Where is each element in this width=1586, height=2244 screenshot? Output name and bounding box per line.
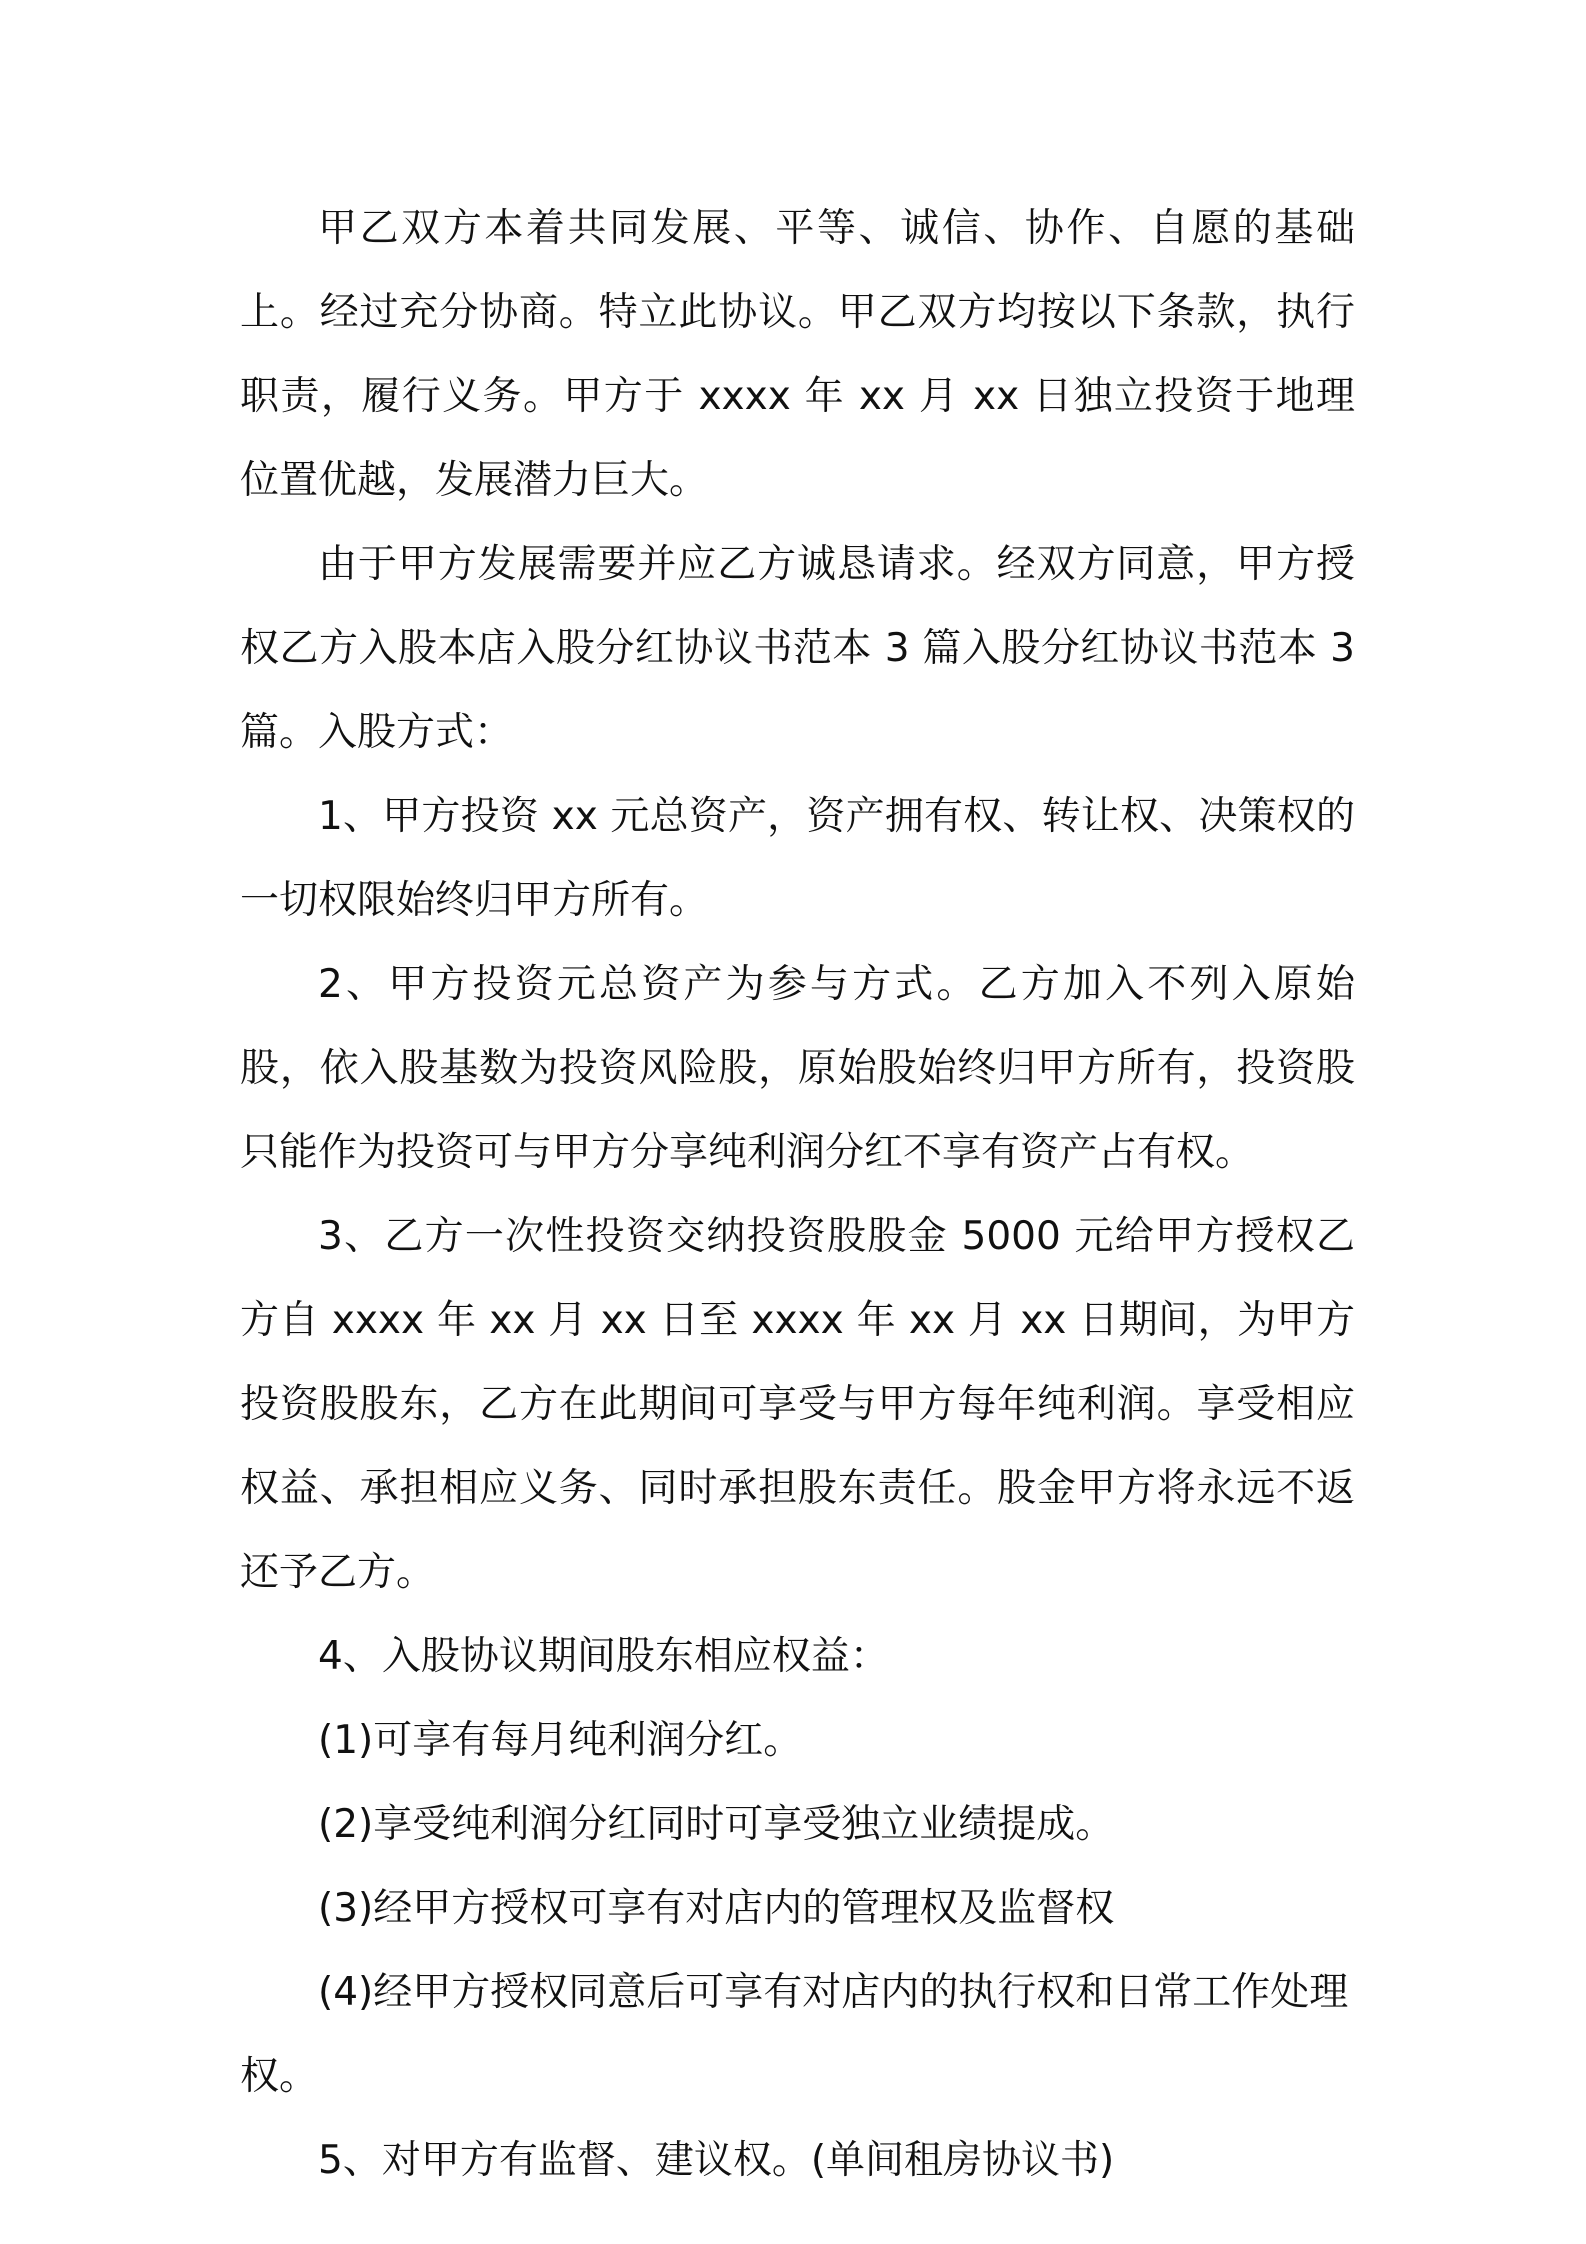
paragraph-intro: 甲乙双方本着共同发展、平等、诚信、协作、自愿的基础上。经过充分协商。特立此协议。甲乙双方均按以下条款，执行职责，履行义务。甲方于 xxxx 年 xx 月 xx 日独立投资于地理位置优越，发展潜力巨大。: [240, 206, 1355, 503]
clause-4-item-2: (2)享受纯利润分红同时可享受独立业绩提成。: [318, 1802, 1115, 1847]
clause-4: 4、入股协议期间股东相应权益：: [318, 1634, 889, 1679]
clause-2: 2、甲方投资元总资产为参与方式。乙方加入不列入原始股，依入股基数为投资风险股，原始股始终归甲方所有，投资股只能作为投资可与甲方分享纯利润分红不享有资产占有权。: [240, 962, 1355, 1175]
clause-4-item-1: (1)可享有每月纯利润分红。: [318, 1718, 803, 1763]
clause-1: 1、甲方投资 xx 元总资产，资产拥有权、转让权、决策权的一切权限始终归甲方所有。: [240, 794, 1355, 923]
clause-4-item-4: (4)经甲方授权同意后可享有对店内的执行权和日常工作处理权。: [240, 1970, 1349, 2099]
clause-4-item-3: (3)经甲方授权可享有对店内的管理权及监督权: [318, 1886, 1115, 1931]
paragraph-authorization: 由于甲方发展需要并应乙方诚恳请求。经双方同意，甲方授权乙方入股本店入股分红协议书范本 3 篇入股分红协议书范本 3 篇。入股方式：: [240, 542, 1355, 755]
document-body: [240, 187, 1355, 2203]
clause-3: 3、乙方一次性投资交纳投资股股金 5000 元给甲方授权乙方自 xxxx 年 xx 月 xx 日至 xxxx 年 xx 月 xx 日期间，为甲方投资股股东，乙方在此期间可享受与甲方每年纯利润。享受相应权益、承担相应义务、同时承担股东责任。股金甲方将永远不返还予乙方。: [240, 1214, 1355, 1595]
clause-5: 5、对甲方有监督、建议权。(单间租房协议书): [318, 2138, 1115, 2183]
